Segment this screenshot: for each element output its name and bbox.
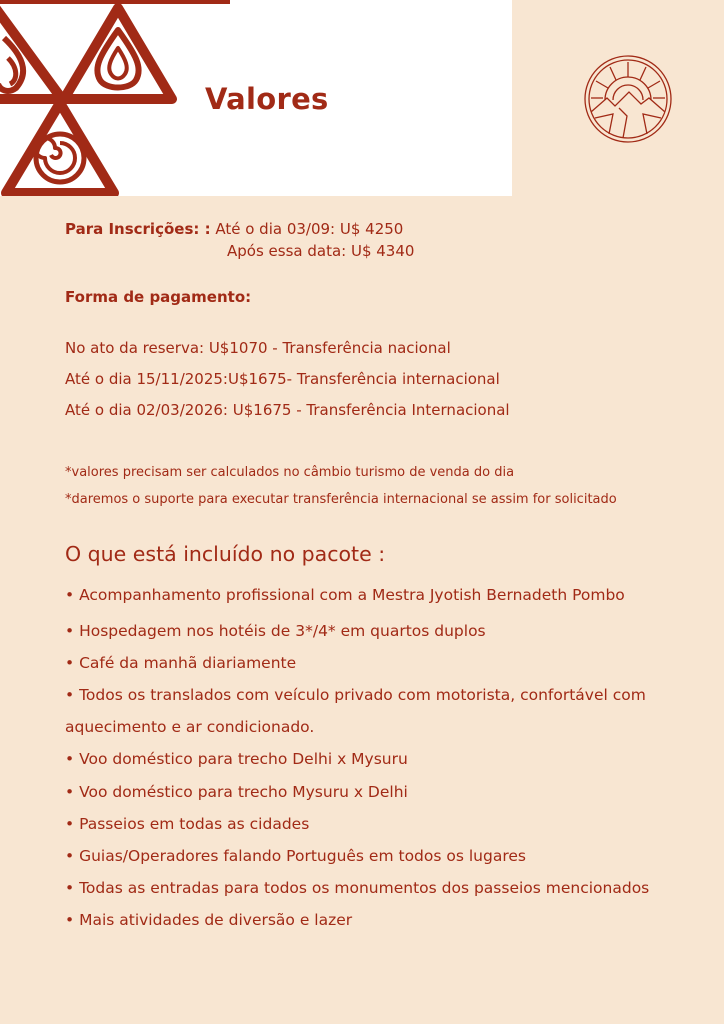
included-item: • Acompanhamento profissional com a Mestra Jyotish Bernadeth Pombo	[65, 586, 625, 604]
registration-label: Para Inscrições: :	[65, 220, 211, 238]
payment-item: No ato da reserva: U$1070 - Transferência nacional	[65, 339, 451, 357]
included-item: • Todos os translados com veículo privado com motorista, confortável com	[65, 686, 646, 704]
included-item: • Voo doméstico para trecho Delhi x Mysuru	[65, 750, 408, 768]
tribal-triangles-icon	[0, 0, 230, 196]
sun-mountain-logo-icon	[583, 54, 673, 144]
page-title: Valores	[205, 82, 329, 116]
registration-price-1: Até o dia 03/09: U$ 4250	[210, 220, 404, 238]
registration-price-2: Após essa data: U$ 4340	[227, 242, 415, 260]
included-heading: O que está incluído no pacote :	[65, 542, 386, 566]
note: *daremos o suporte para executar transferência internacional se assim for solicitado	[65, 492, 617, 507]
included-item: • Passeios em todas as cidades	[65, 815, 310, 833]
payment-item: Até o dia 15/11/2025:U$1675- Transferência internacional	[65, 370, 500, 388]
payment-heading: Forma de pagamento:	[65, 288, 252, 306]
included-item: • Voo doméstico para trecho Mysuru x Delhi	[65, 783, 408, 801]
included-item: • Café da manhã diariamente	[65, 654, 297, 672]
included-item: • Guias/Operadores falando Português em todos os lugares	[65, 847, 526, 865]
header-panel	[0, 0, 512, 196]
note: *valores precisam ser calculados no câmbio turismo de venda do dia	[65, 465, 515, 480]
included-item: • Hospedagem nos hotéis de 3*/4* em quartos duplos	[65, 622, 486, 640]
included-item: • Mais atividades de diversão e lazer	[65, 911, 353, 929]
registration-line-1	[65, 220, 403, 238]
payment-item: Até o dia 02/03/2026: U$1675 - Transferência Internacional	[65, 401, 510, 419]
included-item: • Todas as entradas para todos os monumentos dos passeios mencionados	[65, 879, 650, 897]
included-item: aquecimento e ar condicionado.	[65, 718, 315, 736]
